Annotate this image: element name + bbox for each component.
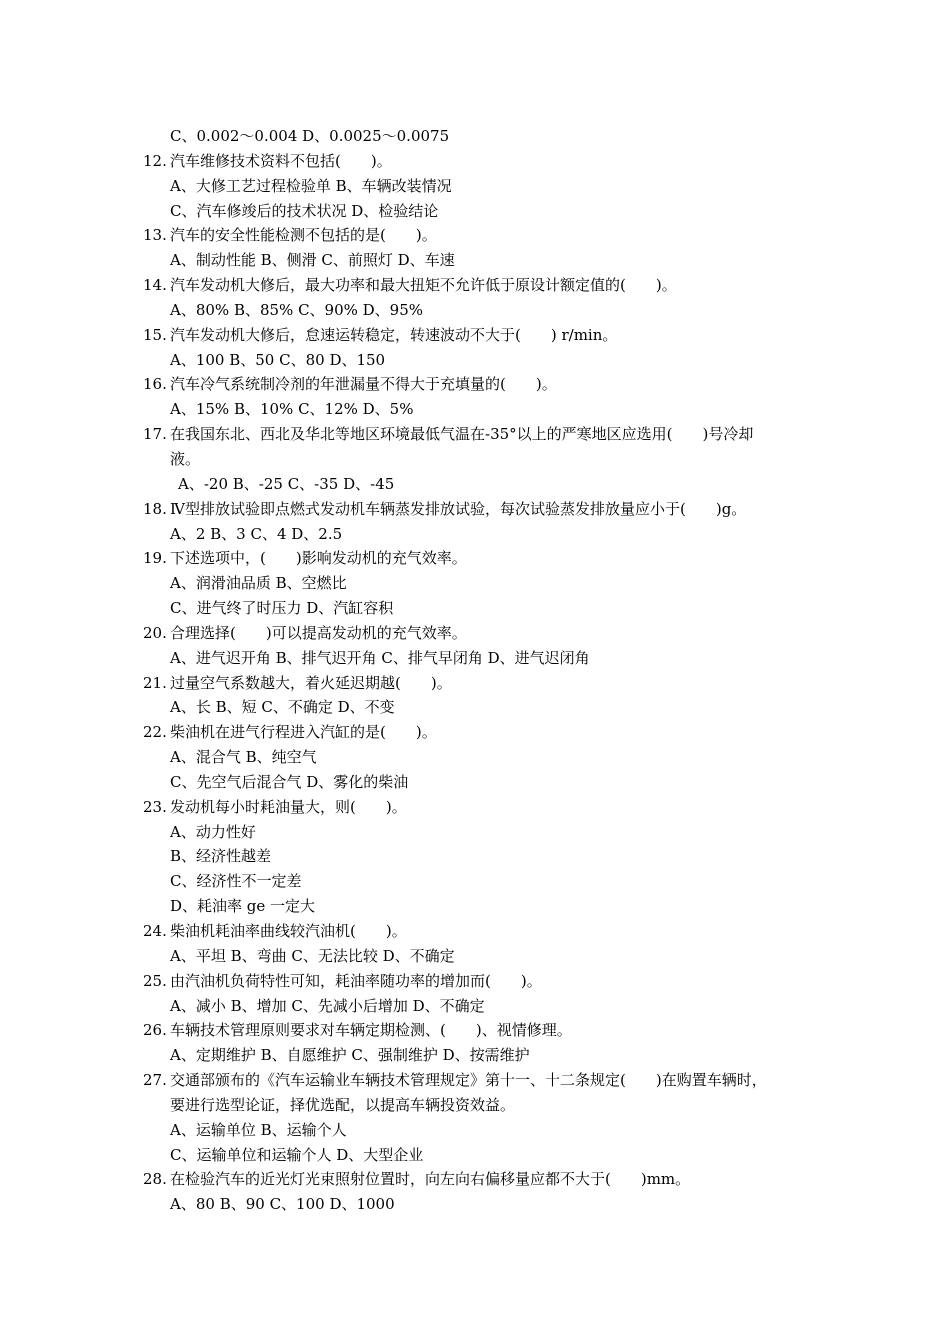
question-line xyxy=(143,323,813,348)
answer-options: A、减小 B、增加 C、先减小后增加 D、不确定 xyxy=(170,996,485,1015)
question-text: Ⅳ型排放试验即点燃式发动机车辆蒸发排放试验，每次试验蒸发排放量应小于( )g。 xyxy=(170,499,747,518)
question-text: 下述选项中，( )影响发动机的充气效率。 xyxy=(170,549,467,568)
question-text: 交通部颁布的《汽车运输业车辆技术管理规定》第十一、十二条规定( )在购置车辆时， xyxy=(170,1071,767,1090)
question-text: 柴油机耗油率曲线较汽油机( )。 xyxy=(170,922,407,940)
question-text: 柴油机在进气行程进入汽缸的是( )。 xyxy=(170,723,437,742)
answer-options: A、定期维护 B、自愿维护 C、强制维护 D、按需维护 xyxy=(170,1046,530,1065)
question-line xyxy=(143,969,813,994)
question-text: 汽车发动机大修后，怠速运转稳定，转速波动不大于( ) r/min。 xyxy=(170,325,618,344)
answer-options: C、先空气后混合气 D、雾化的柴油 xyxy=(170,772,409,791)
answer-options: A、100 B、50 C、80 D、150 xyxy=(170,350,386,369)
question-line xyxy=(143,149,813,174)
question-number: 20. xyxy=(143,623,167,642)
question-number: 18. xyxy=(143,499,167,518)
question-text: 汽车的安全性能检测不包括的是( )。 xyxy=(170,226,437,245)
answer-options: A、混合气 B、纯空气 xyxy=(170,748,317,767)
question-number: 26. xyxy=(143,1021,167,1040)
question-number: 13. xyxy=(143,226,167,245)
question-text-continuation: 液。 xyxy=(170,449,201,468)
answer-options: A、2 B、3 C、4 D、2.5 xyxy=(170,524,343,543)
question-text: 汽车发动机大修后，最大功率和最大扭矩不允许低于原设计额定值的( )。 xyxy=(170,276,677,295)
question-text: 合理选择( )可以提高发动机的充气效率。 xyxy=(170,623,467,642)
question-line xyxy=(143,1068,813,1093)
answer-options: C、0.002～0.004 D、0.0025～0.0075 xyxy=(170,127,450,145)
question-number: 17. xyxy=(143,425,167,444)
answer-options: A、大修工艺过程检验单 B、车辆改装情况 xyxy=(170,176,452,195)
question-number: 28. xyxy=(143,1170,167,1189)
answer-options: A、制动性能 B、侧滑 C、前照灯 D、车速 xyxy=(170,251,455,270)
question-text-continuation: 要进行选型论证，择优选配，以提高车辆投资效益。 xyxy=(170,1095,516,1114)
answer-options: A、润滑油品质 B、空燃比 xyxy=(170,574,347,593)
answer-options: C、运输单位和运输个人 D、大型企业 xyxy=(170,1145,424,1164)
answer-options: A、-20 B、-25 C、-35 D、-45 xyxy=(178,474,395,493)
answer-options: A、运输单位 B、运输个人 xyxy=(170,1120,347,1139)
question-number: 25. xyxy=(143,971,167,990)
answer-options: A、进气迟开角 B、排气迟开角 C、排气早闭角 D、进气迟闭角 xyxy=(170,648,590,667)
question-number: 24. xyxy=(143,922,167,940)
answer-options: C、汽车修竣后的技术状况 D、检验结论 xyxy=(170,201,439,220)
answer-options: A、平坦 B、弯曲 C、无法比较 D、不确定 xyxy=(170,946,455,965)
answer-options: C、经济性不一定差 xyxy=(170,872,302,891)
answer-options: D、耗油率 ge 一定大 xyxy=(170,897,316,916)
question-line xyxy=(143,273,813,298)
question-line xyxy=(143,1167,813,1192)
question-number: 15. xyxy=(143,325,167,344)
question-text: 车辆技术管理原则要求对车辆定期检测、( )、视情修理。 xyxy=(170,1021,572,1040)
question-line xyxy=(143,1018,813,1043)
question-line xyxy=(143,546,813,571)
question-number: 14. xyxy=(143,276,167,295)
question-text: 过量空气系数越大，着火延迟期越( )。 xyxy=(170,673,452,692)
question-number: 21. xyxy=(143,673,167,692)
question-number: 27. xyxy=(143,1071,167,1090)
answer-options: A、15% B、10% C、12% D、5% xyxy=(170,400,414,419)
answer-options: A、80% B、85% C、90% D、95% xyxy=(170,300,424,319)
answer-options: A、动力性好 xyxy=(170,822,256,841)
question-number: 12. xyxy=(143,151,167,170)
question-line xyxy=(143,372,813,397)
question-line xyxy=(143,621,813,646)
question-number: 23. xyxy=(143,797,167,816)
question-text: 汽车冷气系统制冷剂的年泄漏量不得大于充填量的( )。 xyxy=(170,375,557,394)
answer-options: A、80 B、90 C、100 D、1000 xyxy=(170,1195,395,1214)
question-number: 16. xyxy=(143,375,167,394)
answer-options: C、进气终了时压力 D、汽缸容积 xyxy=(170,599,394,618)
question-line xyxy=(143,720,813,745)
question-text: 汽车维修技术资料不包括( )。 xyxy=(170,151,392,170)
question-text: 在检验汽车的近光灯光束照射位置时，向左向右偏移量应都不大于( )mm。 xyxy=(170,1170,691,1189)
question-text: 发动机每小时耗油量大，则( )。 xyxy=(170,797,407,816)
question-number: 19. xyxy=(143,549,167,568)
question-number: 22. xyxy=(143,723,167,742)
question-line xyxy=(143,671,813,696)
question-line xyxy=(143,422,813,447)
question-line xyxy=(143,223,813,248)
question-line xyxy=(143,795,813,820)
question-text: 由汽油机负荷特性可知，耗油率随功率的增加而( )。 xyxy=(170,971,542,990)
question-line xyxy=(143,919,813,944)
question-list xyxy=(143,124,813,1217)
question-line xyxy=(143,497,813,522)
question-text: 在我国东北、西北及华北等地区环境最低气温在-35°以上的严寒地区应选用( )号冷却 xyxy=(170,425,754,444)
answer-options: A、长 B、短 C、不确定 D、不变 xyxy=(170,698,395,717)
answer-options: B、经济性越差 xyxy=(170,847,272,866)
